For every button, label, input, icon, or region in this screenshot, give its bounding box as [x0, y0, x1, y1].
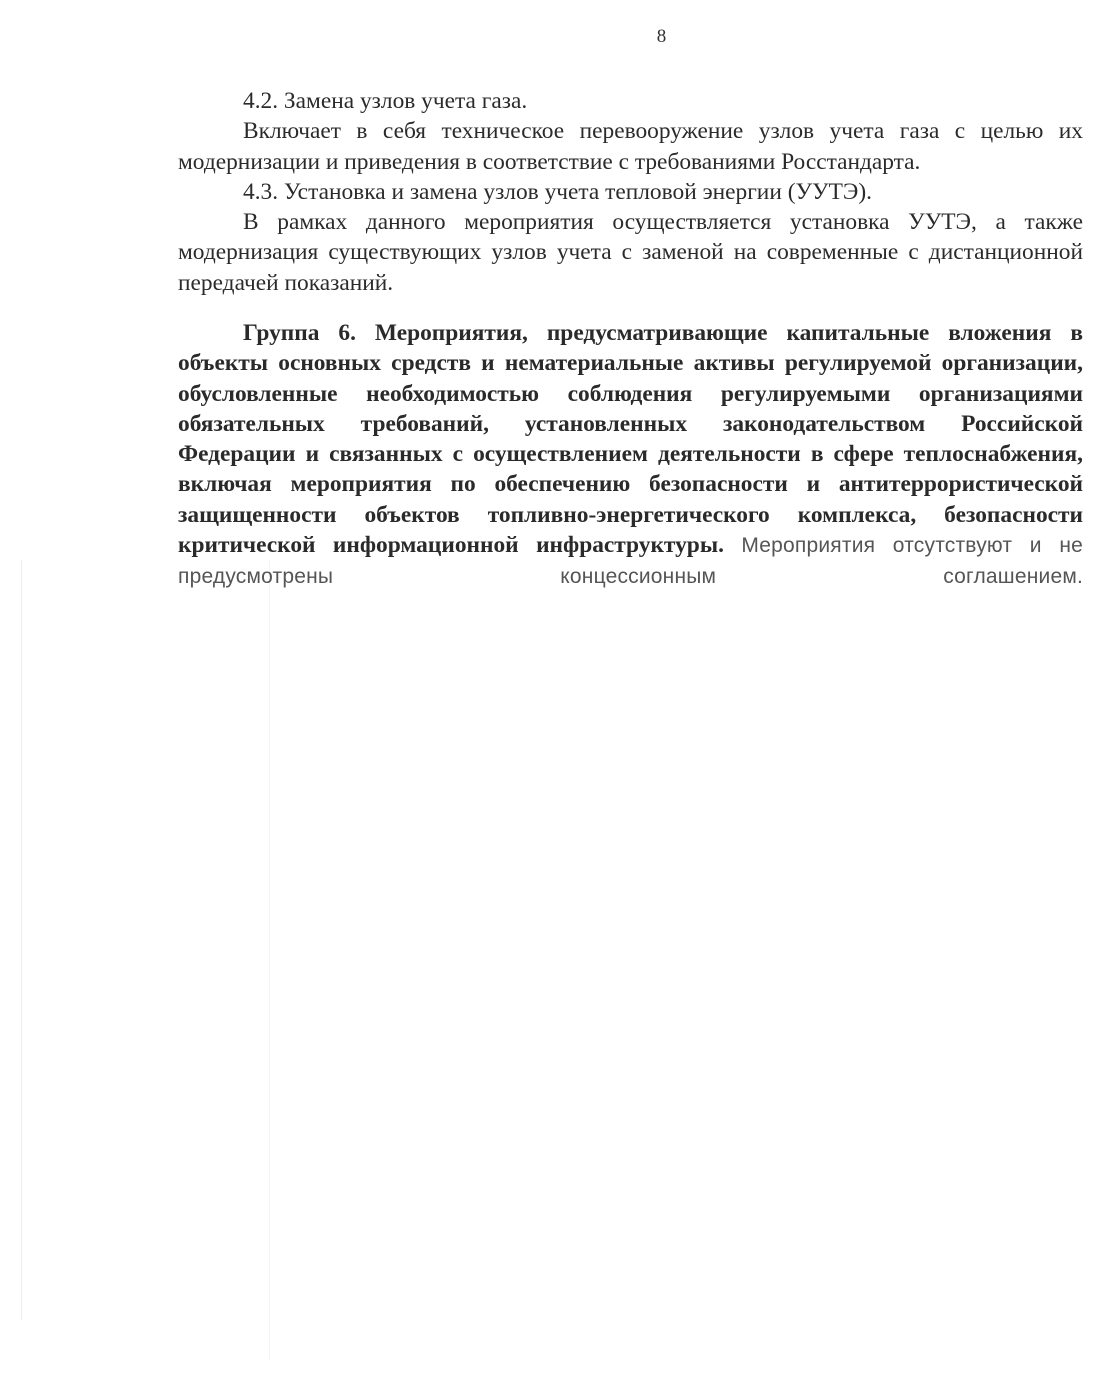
group-6-note: Мероприятия отсутствуют и не предусмотрены концессионным соглашением. — [178, 534, 1083, 589]
page-number: 8 — [656, 26, 667, 47]
group-6-paragraph — [178, 318, 1083, 593]
section-heading-4-2: 4.2. Замена узлов учета газа. — [243, 88, 528, 114]
scan-fold-line — [269, 560, 270, 1360]
scan-edge-line — [21, 560, 22, 1320]
section-heading-4-3: 4.3. Установка и замена узлов учета тепловой энергии (УУТЭ). — [243, 178, 872, 205]
document-body — [178, 86, 1083, 298]
paragraph-gas-meters: Включает в себя техническое перевооружение узлов учета газа с целью их модернизации и приведения в соответствие с требованиями Росстандарта. — [178, 118, 1083, 175]
group-6-heading: Группа 6. Мероприятия, предусматривающие капитальные вложения в объекты основных средств и нематериальные активы регулируемой организации, обусловленные необходимостью соблюдения регулируемыми организациями обязательных требований, установленных законодательством Российской Федерации и связанных с осуществлением деятельности в сфере теплоснабжения, включая мероприятия по обеспечению безопасности и антитеррористической защищенности объектов топливно-энергетического комплекса, безопасности критической информационной инфраструктуры. — [178, 320, 1083, 559]
paragraph-heat-meters: В рамках данного мероприятия осуществляется установка УУТЭ, а также модернизация существующих узлов учета с заменой на современные с дистанционной передачей показаний. — [178, 209, 1083, 296]
